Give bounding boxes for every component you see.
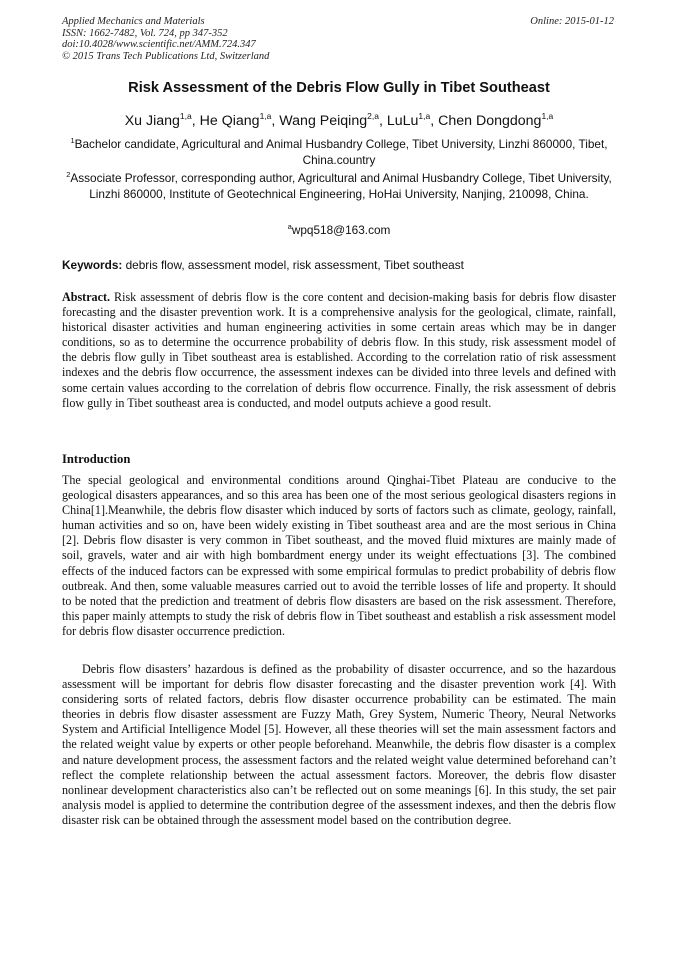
contact-email	[62, 223, 616, 239]
author	[279, 113, 379, 129]
author-name: Wang Peiqing	[279, 113, 368, 129]
author	[200, 113, 272, 129]
abstract-text: Risk assessment of debris flow is the core content and decision-making basis for debris flow disaster forecasting and the disaster prevention work. It is a comprehensive analysis for the geological, climate, rainfall, historical disaster activities and human engineering activities in some certain areas which may be in danger conditions, so as to determine the occurrence probability of debris flow. In this study, risk assessment model of the debris flow gully in Tibet southeast area is established. According to the correlation ratio of risk assessment indexes and the debris flow occurrence, the assessment indexes can be divided into three levels and defined with some certain values according to the correlation of debris flow occurrence. Finally, the risk assessment of debris flow gully in Tibet southeast area is conducted, and model outputs achieve a good result.	[62, 290, 616, 410]
introduction-paragraph: The special geological and environmental conditions around Qinghai-Tibet Plateau are conducive to the geological disasters appearances, and so this area has been one of the most serious geological disasters regions in China[1].Meanwhile, the debris flow disaster which induced by sorts of factors such as climate, geology, rainfall, human activities and so on, have been widely existing in Tibet southeast area and are the most serious in China [2]. Debris flow disaster is very common in Tibet southeast, and the moved fluid mixtures are mainly made of soil, gravels, water and air with high bombardment energy under its weight effectuations [3]. The combined effects of the induced factors can be expressed with some empirical formulas to predict probability of debris flow outbreak. And then, some valuable measures carried out to avoid the terrible losses of life and property. It should to be noted that the prediction and treatment of debris flow disasters are based on the risk assessment. Therefore, this paper mainly attempts to study the risk of debris flow in Tibet southeast and establish a risk assessment model for debris flow disaster occurrence prediction.	[62, 473, 616, 638]
affiliation-superscript: 1	[70, 136, 75, 145]
affiliation-text: Bachelor candidate, Agricultural and Animal Husbandry College, Tibet University, Linzhi 860000, Tibet, China.country	[74, 137, 608, 167]
author-list	[40, 112, 638, 130]
author-separator: ,	[271, 113, 280, 129]
author	[125, 113, 192, 129]
keywords	[62, 258, 616, 273]
affiliation-1	[62, 137, 616, 168]
author-name: Chen Dongdong	[438, 113, 542, 129]
author	[387, 113, 430, 129]
author-superscript: 1,a	[541, 111, 554, 121]
online-date: Online: 2015-01-12	[530, 16, 614, 27]
author-superscript: 2,a	[367, 111, 379, 121]
email-superscript: a	[287, 222, 292, 231]
author	[438, 113, 553, 129]
author-name: Xu Jiang	[124, 113, 180, 129]
author-separator: ,	[378, 113, 387, 129]
author-separator: ,	[430, 113, 439, 129]
copyright-line: © 2015 Trans Tech Publications Ltd, Switzerland	[62, 50, 270, 62]
affiliation-text: Associate Professor, corresponding author, Agricultural and Animal Husbandry College, Tibet University, Linzhi 860000, Institute of Geotechnical Engineering, HoHai University, Nanjing, 210098, China.	[70, 171, 612, 201]
author-name: He Qiang	[199, 113, 260, 129]
affiliation-2	[62, 171, 616, 202]
abstract-label: Abstract.	[62, 290, 111, 304]
abstract	[62, 290, 616, 411]
keywords-text: debris flow, assessment model, risk assessment, Tibet southeast	[122, 258, 464, 272]
section-heading-introduction: Introduction	[62, 452, 131, 466]
affiliation-superscript: 2	[66, 170, 71, 179]
author-separator: ,	[191, 113, 200, 129]
author-superscript: 1,a	[179, 111, 192, 121]
doi-line: doi:10.4028/www.scientific.net/AMM.724.347	[62, 39, 256, 51]
keywords-label: Keywords:	[62, 258, 123, 272]
paper-title: Risk Assessment of the Debris Flow Gully in Tibet Southeast	[128, 80, 550, 96]
author-name: LuLu	[386, 113, 419, 129]
email-address: wpq518@163.com	[291, 223, 391, 237]
author-superscript: 1,a	[418, 111, 431, 121]
introduction-paragraph: Debris flow disasters’ hazardous is defined as the probability of disaster occurrence, and so the hazardous assessment will be important for debris flow disaster forecasting and the disaster prevention work [4]. With considering sorts of related factors, debris flow disaster occurrence probability can be estimated. The main theories in debris flow disaster assessment are Fuzzy Math, Grey System, Numeric Theory, Neural Networks System and Artificial Intelligence Model [5]. However, all these theories will set the main assessment factors and the related weight value by experts or other people beforehand. Meanwhile, the debris flow disaster is a complex and nature development process, the assessment factors and the related weight value determined beforehand can’t reflect the complete relationship between the actual assessment factors. Moreover, the debris flow disaster nonlinear development characteristics also can’t be reflected out on some meanings [6]. In this study, the set pair analysis model is applied to determine the contribution degree of the assessment indexes, and then the debris flow disaster risk can be obtained through the assessment model based on the contribution degree.	[62, 662, 616, 827]
author-superscript: 1,a	[259, 111, 272, 121]
journal-header	[62, 16, 269, 62]
issn-line: ISSN: 1662-7482, Vol. 724, pp 347-352	[62, 27, 228, 39]
journal-name: Applied Mechanics and Materials	[62, 16, 205, 27]
